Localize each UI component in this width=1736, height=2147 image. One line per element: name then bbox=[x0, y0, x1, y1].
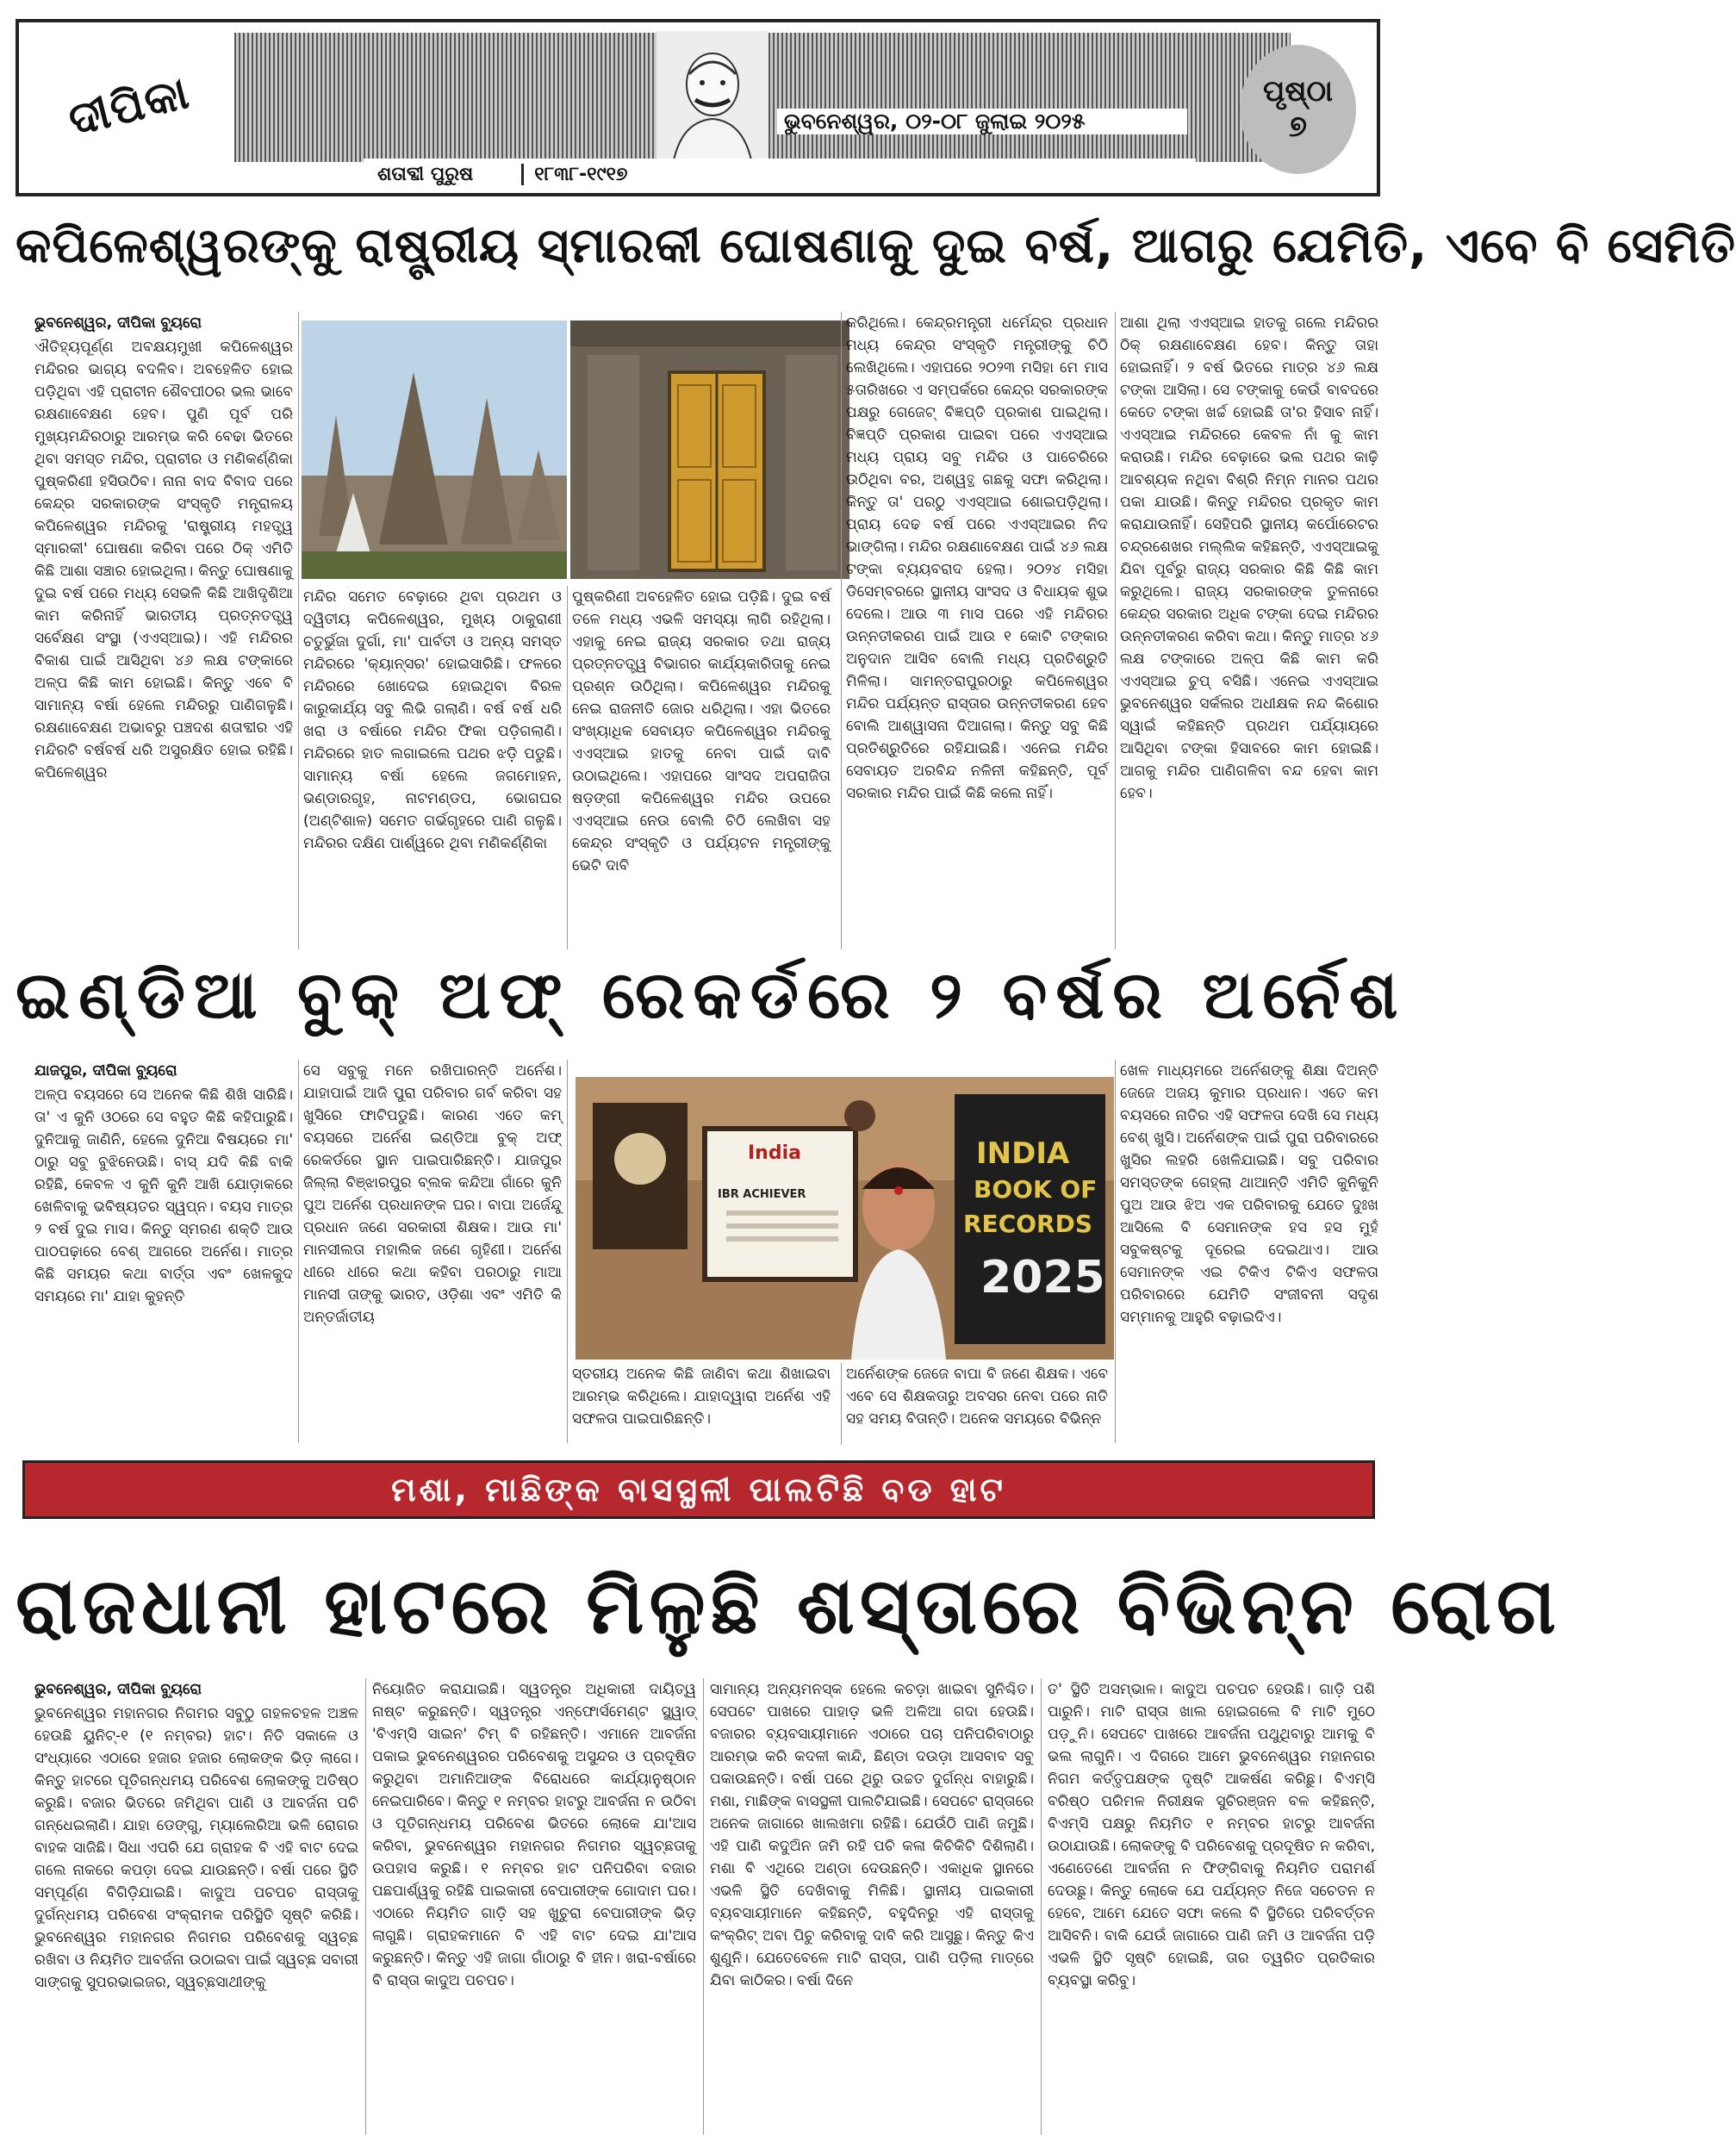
portrait-years: ୧୮୩୮-୧୯୧୭ bbox=[521, 164, 627, 185]
page-number: ୭ bbox=[1289, 109, 1307, 144]
column-divider bbox=[1041, 1678, 1042, 2135]
article3-text-2: ନିୟୋଜିତ କରାଯାଇଛି। ସ୍ୱତନ୍ତ୍ର ଅଧିକାରୀ ଦାୟିତ୍ୱ ନାଷ୍ଟ କରୁଛନ୍ତି। ସ୍ୱତନ୍ତ୍ର ଏନ୍ଫୋର୍ସମେଣ୍ଟ ସ୍କ୍ୱାଡ୍ 'ବିଏମ୍ସି ସାଇନ' ଟିମ୍ ବି ରହିଛନ୍ତି। ଏମାନେ ଆବର୍ଜନା ପକାଇ ଭୁବନେଶ୍ୱରର ପରିବେଶକୁ ଅସୁନ୍ଦର ଓ ପ୍ରଦୂଷିତ କରୁଥିବା ଅମାନିଆଙ୍କ ବିରୋଧରେ କାର୍ଯ୍ୟାନୁଷ୍ଠାନ ନେଇପାରିବେ। କିନ୍ତୁ ୧ ନମ୍ବର ହାଟରୁ ଆବର୍ଜନା ନ ଉଠିବା ଓ ପୂତିଗନ୍ଧମୟ ପରିବେଶ ଭିତରେ ଲୋକେ ଯା'ଆସ କରିବା, ଭୁବନେଶ୍ୱର ମହାନଗର ନିଗମର ସ୍ୱଚ୍ଛତାକୁ ଉପହାସ କରୁଛି। ୧ ନମ୍ବର ହାଟ ପନିପରିବା ବଜାର ପଛପାର୍ଶ୍ୱକୁ ରହିଛି ପାଇକାରୀ ବେପାରୀଙ୍କ ଗୋଦାମ ଘର। ଏଠାରେ ନିୟମିତ ଗାଡ଼ି ସହ ଖୁଚୁରା ବେପାରୀଙ୍କ ଭିଡ଼ ଲାଗୁଛି। ଗ୍ରାହକମାନେ ବି ଏହି ବାଟ ଦେଇ ଯା'ଆସ କରୁଛନ୍ତି। କିନ୍ତୁ ଏହି ଜାଗା ଗାଁଠାରୁ ବି ହୀନ। ଖରା-ବର୍ଷାରେ ବି ରାସ୍ତା କାଦୁଅ ପଚପଚ। bbox=[372, 1681, 696, 1989]
temple-door-illustration bbox=[570, 320, 849, 579]
article3-column-1 bbox=[34, 1678, 358, 2135]
article2-text-3: ସ୍ତରୀୟ ଅନେକ କିଛି ଜାଣିବା କଥା ଶିଖାଇବା ଆରମ୍ଭ କରିଥିଲେ। ଯାହାଦ୍ୱାରା ଅର୍ନେଶ ଏହି ସଫଳତା ପାଇପାରିଛନ୍ତି। bbox=[572, 1366, 831, 1428]
article1-text-5: ଆଶା ଥିଲା ଏଏସ୍ଆଇ ହାତକୁ ଗଲେ ମନ୍ଦିରର ଠିକ୍ ରକ୍ଷଣାବେକ୍ଷଣ ହେବ। କିନ୍ତୁ ତାହା ହୋଇନାହିଁ। ୨ ବର୍ଷ ଭିତରେ ମାତ୍ର ୪୬ ଲକ୍ଷ ଟଙ୍କା ଆସିଲା। ସେ ଟଙ୍କାକୁ କେଉଁ ବାବଦରେ କେତେ ଟଙ୍କା ଖର୍ଚ୍ଚ ହୋଇଛି ତା'ର ହିସାବ ନାହିଁ। ଏଏସ୍ଆଇ ମନ୍ଦିରରେ କେବଳ ନାଁ କୁ କାମ କରାଉଛି। ମନ୍ଦିର ବେଢ଼ାରେ ଭଲ ପଥର କାଢ଼ି ଆବଶ୍ୟକ ନଥିବା ବିଶ୍ରି ନିମ୍ନ ମାନର ପଥର ପକା ଯାଉଛି। କିନ୍ତୁ ମନ୍ଦିରର ପ୍ରକୃତ କାମ କରାଯାଉନାହିଁ। ସେହିପରି ସ୍ଥାନୀୟ କର୍ପୋରେଟର ଚନ୍ଦ୍ରଶେଖର ମଲ୍ଲିକ କହିଛନ୍ତି, ଏଏସ୍ଆଇକୁ ଯିବା ପୂର୍ବରୁ ରାଜ୍ୟ ସରକାର କିଛି କିଛି କାମ କରୁଥିଲେ। ରାଜ୍ୟ ସରକାରଙ୍କ ତୁଳନାରେ କେନ୍ଦ୍ର ସରକାର ଅଧିକ ଟଙ୍କା ଦେଇ ମନ୍ଦିରର ଉନ୍ନତୀକରଣ କରିବା କଥା। କିନ୍ତୁ ମାତ୍ର ୪୬ ଲକ୍ଷ ଟଙ୍କାରେ ଅଳ୍ପ କିଛି କାମ କରି ଏଏସ୍ଆଇ ଚୁପ୍ ବସିଛି। ଏନେଇ ଏଏସ୍ଆଇ ଭୁବନେଶ୍ୱର ସର୍କଲର ଅଧୀକ୍ଷକ ନନ୍ଦ କିଶୋର ସ୍ୱାଇଁ କହିଛନ୍ତି ପ୍ରଥମ ପର୍ଯ୍ୟାୟରେ ଆସିଥିବା ଟଙ୍କା ହିସାବରେ କାମ ହୋଇଛି। ଆଗକୁ ମନ୍ଦିର ପାଣିଗଳିବା ବନ୍ଦ ହେବା କାମ ହେବ। bbox=[1120, 314, 1378, 802]
article2-text-5: ଖେଳ ମାଧ୍ୟମରେ ଅର୍ନେଶଙ୍କୁ ଶିକ୍ଷା ଦିଅନ୍ତି ଜେଜେ ଅଜୟ କୁମାର ପ୍ରଧାନ। ଏତେ କମ ବୟସରେ ନାତିର ଏହି ସଫଳତା ଦେଖି ସେ ମଧ୍ୟ ବେଶ୍ ଖୁସି। ଅର୍ନେଶଙ୍କ ପାଇଁ ପୁରା ପରିବାରରେ ଖୁସିର ଲହରି ଖେଳିଯାଇଛି। ସବୁ ପରିବାର ସମସ୍ତଙ୍କ ଗେହ୍ଲା ଥାଆନ୍ତି ଏମିତି କୁନିକୁନି ପୁଅ ଆଉ ଝିଅ ଏକ ପରିବାରକୁ ଯେତେ ଦୁଃଖ ଆସିଲେ ବି ସେମାନଙ୍କ ହସ ହସ ମୁହଁ ସବୁକଷ୍ଟକୁ ଦୂରେଇ ଦେଇଥାଏ। ଆଉ ସେମାନଙ୍କ ଏଇ ଟିକିଏ ଟିକିଏ ସଫଳତା ପରିବାରରେ ଯେମିତି ସଂଜୀବନୀ ସଦୃଶ ସମ୍ମାନକୁ ଆହୁରି ବଢ଼ାଇଦିଏ। bbox=[1120, 1062, 1378, 1326]
column-divider bbox=[841, 312, 842, 949]
article1-text-3: ପୁଷ୍କରିଣୀ ଅବହେଳିତ ହୋଇ ପଡ଼ିଛି। ଦୁଇ ବର୍ଷ ତଳେ ମଧ୍ୟ ଏଭଳି ସମସ୍ୟା ଲାଗି ରହିଥିଲା। ଏହାକୁ ନେଇ ରାଜ୍ୟ ସରକାର ତଥା ରାଜ୍ୟ ପ୍ରତ୍ନତତ୍ତ୍ୱ ବିଭାଗର କାର୍ଯ୍ୟକାରିତାକୁ ନେଇ ପ୍ରଶ୍ନ ଉଠିଥିଲା। କପିଳେଶ୍ୱର ମନ୍ଦିରକୁ ନେଇ ରାଜନୀତି ଜୋର ଧରିଥିଲା। ଏହା ଭିତରେ ସଂଖ୍ୟାଧିକ ସେବାୟତ କପିଳେଶ୍ୱର ମନ୍ଦିରକୁ ଏଏସ୍ଆଇ ହାତକୁ ନେବା ପାଇଁ ଦାବି ଉଠାଇଥିଲେ। ଏହାପରେ ସାଂସଦ ଅପରାଜିତା ଷଡ଼ଙ୍ଗୀ କପିଳେଶ୍ୱର ମନ୍ଦିର ଉପରେ ଏଏସ୍ଆଇ ନେଉ ବୋଲି ଚିଠି ଲେଖିବା ସହ କେନ୍ଦ୍ର ସଂସ୍କୃତି ଓ ପର୍ଯ୍ୟଟନ ମନ୍ତ୍ରୀଙ୍କୁ ଭେଟି ଦାବି bbox=[572, 588, 831, 874]
article2-column-3 bbox=[572, 1363, 831, 1445]
founder-portrait bbox=[656, 31, 768, 160]
article3-column-3 bbox=[710, 1678, 1034, 2135]
book-line-1: INDIA bbox=[976, 1136, 1070, 1171]
article1-column-3 bbox=[572, 586, 831, 949]
article1-text-1: ଐତିହ୍ୟପୂର୍ଣ୍ଣ ଅବକ୍ଷୟମୁଖୀ କପିଳେଶ୍ୱର ମନ୍ଦିରର ଭାଗ୍ୟ ବଦଳିବ। ଅବହେଳିତ ହୋଇ ପଡ଼ିଥିବା ଏହି ପ୍ରାଚୀନ ଶୈବପୀଠର ଭଲ ଭାବେ ରକ୍ଷଣାବେକ୍ଷଣ ହେବ। ପୁଣି ପୂର୍ବ ପରି ମୁଖ୍ୟମନ୍ଦିରଠାରୁ ଆରମ୍ଭ କରି ବେଢା ଭିତରେ ଥିବା ସମସ୍ତ ମନ୍ଦିର, ପ୍ରାଚୀର ଓ ମଣିକର୍ଣ୍ଣିକା ପୁଷ୍କରିଣୀ ହସିଉଠିବ। ନାନା ବାଦ ବିବାଦ ପରେ କେନ୍ଦ୍ର ସରକାରଙ୍କ ସଂସ୍କୃତି ମନ୍ତ୍ରାଳୟ କପିଳେଶ୍ୱର ମନ୍ଦିରକୁ 'ରାଷ୍ଟ୍ରୀୟ ମହତ୍ତ୍ୱ ସ୍ମାରକୀ' ଘୋଷଣା କରିବା ପରେ ଠିକ୍ ଏମିତି କିଛି ଆଶା ସଞ୍ଚାର ହୋଇଥିଲା। କିନ୍ତୁ ଘୋଷଣାକୁ ଦୁଇ ବର୍ଷ ପରେ ମଧ୍ୟ ସେଭଳି କିଛି ଆଖିଦୃଶିଆ କାମ କରିନାହିଁ ଭାରତୀୟ ପ୍ରତ୍ନତତ୍ତ୍ୱ ସର୍ବେକ୍ଷଣ ସଂସ୍ଥା (ଏଏସ୍ଆଇ)। ଏହି ମନ୍ଦିରର ବିକାଶ ପାଇଁ ଆସିଥିବା ୪୬ ଲକ୍ଷ ଟଙ୍କାରେ ଅଳ୍ପ କିଛି କାମ ହୋଇଛି। କିନ୍ତୁ ଏବେ ବି ସାମାନ୍ୟ ବର୍ଷା ହେଲେ ମନ୍ଦିରରୁ ପାଣିଗଳୁଛି। ରକ୍ଷଣାବେକ୍ଷଣ ଅଭାବରୁ ପଞ୍ଚଦଶ ଶତାବ୍ଦୀର ଏହି ମନ୍ଦିରଟି ବର୍ଷବର୍ଷ ଧରି ଅସୁରକ୍ଷିତ ହୋଇ ରହିଛି। କପିଳେଶ୍ୱର bbox=[34, 339, 293, 781]
book-line-3: RECORDS bbox=[963, 1210, 1093, 1238]
column-divider bbox=[841, 1363, 842, 1445]
newspaper-logo[interactable] bbox=[26, 29, 233, 184]
article1-temple-photo bbox=[302, 320, 567, 579]
article3-column-2 bbox=[372, 1678, 696, 2135]
column-divider bbox=[1115, 1060, 1116, 1443]
portrait-illustration bbox=[656, 31, 768, 160]
book-line-2: BOOK OF bbox=[974, 1175, 1098, 1204]
article2-column-5 bbox=[1120, 1060, 1378, 1443]
article2-column-2 bbox=[303, 1060, 562, 1443]
article2-headline[interactable]: ଇଣ୍ଡିଆ ବୁକ୍ ଅଫ୍ ରେକର୍ଡରେ ୨ ବର୍ଷର ଅର୍ନେଶ bbox=[16, 956, 1407, 1033]
cert-subtitle: IBR ACHIEVER bbox=[718, 1188, 806, 1201]
article2-column-1 bbox=[34, 1060, 293, 1443]
column-divider bbox=[1115, 312, 1116, 949]
page-label: ପୃଷ୍ଠା bbox=[1263, 74, 1333, 109]
portrait-caption: ଶତାବ୍ଦୀ ପୁରୁଷ bbox=[377, 163, 474, 185]
article2-column-4 bbox=[846, 1363, 1108, 1445]
column-divider bbox=[298, 1060, 299, 1443]
article1-column-2 bbox=[303, 586, 562, 949]
article2-record-photo bbox=[576, 1077, 1114, 1360]
article3-headline[interactable]: ରାଜଧାନୀ ହାଟରେ ମିଳୁଛି ଶସ୍ତାରେ ବିଭିନ୍ନ ରୋଗ bbox=[16, 1561, 1562, 1652]
article2-text-2: ସେ ସବୁକୁ ମନେ ରଖିପାରନ୍ତି ଅର୍ନେଶ। ଯାହାପାଇଁ ଆଜି ପୁରା ପରିବାର ଗର୍ବ କରିବା ସହ ଖୁସିରେ ଫାଟିପଡୁଛି। କାରଣ ଏତେ କମ୍ ବୟସରେ ଅର୍ନେଶ ଇଣ୍ଡିଆ ବୁକ୍ ଅଫ୍ ରେକର୍ଡରେ ସ୍ଥାନ ପାଇପାରିଛନ୍ତି। ଯାଜପୁର ଜିଲ୍ଲା ବିଞ୍ଝାରପୁର ବ୍ଲକ କନ୍ଦିଆ ଗାଁରେ କୁନି ପୁଅ ଅର୍ନେଶ ପ୍ରଧାନଙ୍କ ଘର। ବାପା ଅର୍ଜେନ୍ଦୁ ପ୍ରଧାନ ଜଣେ ସରକାରୀ ଶିକ୍ଷକ। ଆଉ ମା' ମାନସୀଲତା ମହାଲିକ ଜଣେ ଗୃହିଣୀ। ଅର୍ନେଶ ଧୀରେ ଧୀରେ କଥା କହିବା ପରଠାରୁ ମାଆ ମାନସୀ ତାଙ୍କୁ ଭାରତ, ଓଡ଼ିଶା ଏବଂ ଏମିତି କି ଅନ୍ତର୍ଜାତୀୟ bbox=[303, 1062, 562, 1326]
article1-door-photo bbox=[570, 320, 849, 579]
article2-byline: ଯାଜପୁର, ଦୀପିକା ବ୍ୟୁରୋ bbox=[34, 1062, 177, 1080]
record-holder-illustration bbox=[576, 1077, 1114, 1360]
masthead-caption-bar bbox=[364, 159, 1196, 190]
article2-text-1: ଅଳ୍ପ ବୟସରେ ସେ ଅନେକ କିଛି ଶିଖି ସାରିଛି। ତା' ଏ କୁନି ଓଠରେ ସେ ବହୁତ କିଛି କହିପାରୁଛି। ଦୁନିଆକୁ ଜାଣିନି, ହେଲେ ଦୁନିଆ ବିଷୟରେ ମା' ଠାରୁ ସବୁ ବୁଝିନେଉଛି। ବାସ୍ ଯଦି କିଛି ବାକି ରହିଛି, କେବଳ ଏ କୁନି କୁନି ଆଖି ଯୋଡ଼ାକରେ ଖେଳିବାକୁ ଭବିଷ୍ୟତର ସ୍ୱପ୍ନ। ବୟସ ମାତ୍ର ୨ ବର୍ଷ ଦୁଇ ମାସ। କିନ୍ତୁ ସ୍ମରଣ ଶକ୍ତି ଆଉ ପାଠପଢ଼ାରେ ବେଶ୍ ଆଗରେ ଅର୍ନେଶ। ମାତ୍ର କିଛି ସମୟର କଥା ବାର୍ତ୍ତା ଏବଂ ଖେଳକୁଦ ସମୟରେ ମା' ଯାହା କୁହନ୍ତି bbox=[34, 1086, 293, 1305]
cert-title: India bbox=[748, 1142, 801, 1164]
article3-text-1: ଭୁବନେଶ୍ୱର ମହାନଗର ନିଗମର ସବୁଠୁ ଗହଳଚହଳ ଅଞ୍ଚଳ ହେଉଛି ୟୁନିଟ୍-୧ (୧ ନମ୍ବର) ହାଟ। ନିତି ସକାଳେ ଓ ସଂଧ୍ୟାରେ ଏଠାରେ ହଜାର ହଜାର ଲୋକଙ୍କ ଭିଡ଼ ଲାଗେ। କିନ୍ତୁ ହାଟରେ ପୂତିଗନ୍ଧମୟ ପରିବେଶ ଲୋକଙ୍କୁ ଅତିଷ୍ଠ କରୁଛି। ବଜାର ଭିତରେ ଜମିଥିବା ପାଣି ଓ ଆବର୍ଜନା ପଚି ଗନ୍ଧେଇଲାଣି। ଯାହା ଡେଙ୍ଗୁ, ମ୍ୟାଲେରିଆ ଭଳି ରୋଗର ବାହକ ସାଜିଛି। ସିଧା ଏପରି ଯେ ଗ୍ରାହକ ବି ଏହି ବାଟ ଦେଇ ଗଲେ ନାକରେ କପଡ଼ା ଦେଇ ଯାଉଛନ୍ତି। ବର୍ଷା ପରେ ସ୍ଥିତି ସମ୍ପୂର୍ଣ୍ଣ ବିଗିଡ଼ିଯାଇଛି। କାଦୁଅ ପଚପଚ ରାସ୍ତାକୁ ଦୁର୍ଗନ୍ଧମୟ ପରିବେଶ ସଂକ୍ରାମକ ପରିସ୍ଥିତି ସୃଷ୍ଟି କରିଛି। ଭୁବନେଶ୍ୱର ମହାନଗର ନିଗମର ପରିବେଶକୁ ସ୍ୱଚ୍ଛ ରଖିବା ଓ ନିୟମିତ ଆବର୍ଜନା ଉଠାଇବା ପାଇଁ ସ୍ୱଚ୍ଛ ସବାରୀ ସାଙ୍ଗକୁ ସୁପରଭାଇଜର, ସ୍ୱଚ୍ଛସାଥୀଙ୍କୁ bbox=[34, 1705, 358, 1991]
masthead bbox=[16, 19, 1380, 196]
article1-column-4 bbox=[846, 312, 1108, 949]
column-divider bbox=[703, 1678, 704, 2135]
logo-text: ଦୀପିକା bbox=[63, 65, 196, 147]
article3-kicker: ମଶା, ମାଛିଙ୍କ ବାସସ୍ଥଳୀ ପାଲଟିଛି ବଡ ହାଟ bbox=[391, 1470, 1006, 1509]
article1-headline[interactable]: କପିଳେଶ୍ୱରଙ୍କୁ ରାଷ୍ଟ୍ରୀୟ ସ୍ମାରକୀ ଘୋଷଣାକୁ ଦୁଇ ବର୍ଷ, ଆଗରୁ ଯେମିତି, ଏବେ ବି ସେମିତି bbox=[16, 218, 1736, 274]
column-divider bbox=[298, 312, 299, 949]
column-divider bbox=[567, 1060, 568, 1443]
article2-text-4: ଅର୍ନେଶଙ୍କ ଜେଜେ ବାପା ବି ଜଣେ ଶିକ୍ଷକ। ଏବେ ଏବେ ସେ ଶିକ୍ଷକତାରୁ ଅବସର ନେବା ପରେ ନାତି ସହ ସମୟ ବିତାନ୍ତି। ଅନେକ ସମୟରେ ବିଭିନ୍ନ bbox=[846, 1366, 1108, 1428]
article3-column-4 bbox=[1048, 1678, 1375, 2135]
book-year: 2025 bbox=[980, 1252, 1105, 1304]
column-divider bbox=[365, 1678, 366, 2135]
article3-text-3: ସାମାନ୍ୟ ଅନ୍ୟମନସ୍କ ହେଲେ କଚଡ଼ା ଖାଇବା ସୁନିଶ୍ଚିତ। ସେପଟେ ପାଖରେ ପାହାଡ଼ ଭଳି ଅଳିଆ ଗଦା ହେଉଛି। ବଜାରର ବ୍ୟବସାୟୀମାନେ ଏଠାରେ ପଚା ପନିପରିବାଠାରୁ ଆରମ୍ଭ କରି କଦଳୀ କାନ୍ଦି, ଛିଣ୍ଡା ଦଉଡ଼ା ଆସବାବ ସବୁ ପକାଉଛନ୍ତି। ବର୍ଷା ପରେ ଥିରୁ ଉଚ୍ଚତ ଦୁର୍ଗନ୍ଧ ବାହାରୁଛି। ମଶା, ମାଛିଙ୍କ ବାସସ୍ଥଳୀ ପାଲଟିଯାଇଛି। ସେପଟେ ରାସ୍ତାରେ ଅନେକ ଜାଗାରେ ଖାଲଖମା ରହିଛି। ଯେଉଁଠି ପାଣି ଜମୁଛି। ଏହି ପାଣି କଦୁଅିନ ଜମି ରହି ପଚି କଳା କିଚିକିଟି ଦିଶିଲାଣି। ମଶା ବି ଏଥିରେ ଅଣ୍ଡା ଦେଉଛନ୍ତି। ଏକାଧିକ ସ୍ଥାନରେ ଏଭଳି ସ୍ଥିତି ଦେଖିବାକୁ ମିଳିଛି। ସ୍ଥାନୀୟ ପାଇକାରୀ ବ୍ୟବସାୟୀମାନେ କହିଛନ୍ତି, ବହୁଦିନରୁ ଏହି ରାସ୍ତାକୁ କଂକ୍ରିଟ୍ ଅବା ପିଚୁ କରିବାକୁ ଦାବି କରି ଆସୁଛୁ। କିନ୍ତୁ କିଏ ଶୁଣୁନି। ଯେତେବେଳେ ମାଟି ରାସ୍ତା, ପାଣି ପଡ଼ିଲା ମାତ୍ରେ ଯିବା କାଠିକର। ବର୍ଷା ଦିନେ bbox=[710, 1681, 1034, 1989]
temple-spires-illustration bbox=[302, 320, 567, 579]
article1-text-4: କରିଥିଲେ। କେନ୍ଦ୍ରମନ୍ତ୍ରୀ ଧର୍ମେନ୍ଦ୍ର ପ୍ରଧାନ ମଧ୍ୟ କେନ୍ଦ୍ର ସଂସ୍କୃତି ମନ୍ତ୍ରୀଙ୍କୁ ଚିଠି ଲେଖିଥିଲେ। ଏହାପରେ ୨୦୨୩ ମସିହା ମେ ମାସ ୫ତାରିଖରେ ଏ ସମ୍ପର୍କରେ କେନ୍ଦ୍ର ସରକାରଙ୍କ ପକ୍ଷରୁ ଗେଜେଟ୍ ବିଜ୍ଞପ୍ତି ପ୍ରକାଶ ପାଇଥିଲା। ବିଜ୍ଞପ୍ତି ପ୍ରକାଶ ପାଇବା ପରେ ଏଏସ୍ଆଇ ମଧ୍ୟ ପ୍ରାୟ ସବୁ ମନ୍ଦିର ଓ ପାଚେରିରେ ଉଠିଥିବା ବର, ଅଶ୍ୱତ୍ଥ ଗଛକୁ ସଫା କରିଥିଲା। କିନ୍ତୁ ତା' ପରଠୁ ଏଏସ୍ଆଇ ଶୋଇପଡ଼ିଥିଲା। ପ୍ରାୟ ଦେଢ ବର୍ଷ ପରେ ଏଏସ୍ଆଇର ନିଦ ଭାଙ୍ଗିଲା। ମନ୍ଦିର ରକ୍ଷଣାବେକ୍ଷଣ ପାଇଁ ୪୬ ଲକ୍ଷ ଟଙ୍କା ବ୍ୟୟବରାଦ ହେଲା। ୨୦୨୪ ମସିହା ଡିସେମ୍ବରରେ ସ୍ଥାନୀୟ ସାଂସଦ ଓ ବିଧାୟକ ଶୁଭ ଦେଲେ। ଆଉ ୩ ମାସ ପରେ ଏହି ମନ୍ଦିରର ଉନ୍ନତୀକରଣ ପାଇଁ ଆଉ ୧ କୋଟି ଟଙ୍କାର ଅନୁଦାନ ଆସିବ ବୋଲି ମଧ୍ୟ ପ୍ରତିଶ୍ରୁତି ମିଳିଲା। ସାମନ୍ତରାପୁରଠାରୁ କପିଳେଶ୍ୱର ମନ୍ଦିର ପର୍ଯ୍ୟନ୍ତ ରାସ୍ତାର ଉନ୍ନତୀକରଣ ହେବ ବୋଲି ଆଶ୍ୱାସନା ଦିଆଗଲା। କିନ୍ତୁ ସବୁ କିଛି ପ୍ରତିଶ୍ରୁତିରେ ରହିଯାଇଛି। ଏନେଇ ମନ୍ଦିର ସେବାୟତ ଅରବିନ୍ଦ ନଳିନୀ କହିଛନ୍ତି, ପୂର୍ବ ସରକାର ମନ୍ଦିର ପାଇଁ କିଛି କଲେ ନାହିଁ। bbox=[846, 314, 1108, 802]
article1-byline: ଭୁବନେଶ୍ୱର, ଦୀପିକା ବ୍ୟୁରୋ bbox=[34, 314, 202, 332]
article3-text-4: ତ' ସ୍ଥିତି ଅସମ୍ଭାଳ। କାଦୁଅ ପଚପଚ ହେଉଛି। ଗାଡ଼ି ପଶି ପାରୁନି। ମାଟି ରାସ୍ତା ଖାଲ ହୋଇଗଲେ ବି ମାଟି ମୁଠେ ପଡ଼ୁନି। ସେପଟେ ପାଖରେ ଆବର୍ଜନା ପଥୁଥିବାରୁ ଆମକୁ ବି ଭଲ ଲାଗୁନି। ଏ ଦିଗରେ ଆମେ ଭୁବନେଶ୍ୱର ମହାନଗର ନିଗମ କର୍ତ୍ତୃପକ୍ଷଙ୍କ ଦୃଷ୍ଟି ଆକର୍ଷଣ କରିଛୁ। ବିଏମ୍ସି ବରିଷ୍ଠ ପରିମଳ ନିରୀକ୍ଷକ ସୁଚିରଞ୍ଜନ ବଳ କହିଛନ୍ତି, ବିଏମ୍ସି ପକ୍ଷରୁ ନିୟମିତ ୧ ନମ୍ବର ହାଟରୁ ଆବର୍ଜନା ଉଠାଯାଉଛି। ଲୋକଙ୍କୁ ବି ପରିବେଶକୁ ପ୍ରଦୂଷିତ ନ କରିବା, ଏଣେତେଣେ ଆବର୍ଜନା ନ ଫିଙ୍ଗିବାକୁ ନିୟମିତ ପରାମର୍ଶ ଦେଉଛୁ। କିନ୍ତୁ ଲୋକେ ଯେ ପର୍ଯ୍ୟନ୍ତ ନିଜେ ସଚେତନ ନ ହେବେ, ଆମେ ଯେତେ ସଫା କଲେ ବି ସ୍ଥିତିରେ ପରିବର୍ତ୍ତନ ଆସିବନି। ବାକି ଯେଉଁ ଜାଗାରେ ପାଣି ଜମି ଓ ଆବର୍ଜନା ପଡ଼ି ଏଭଳି ସ୍ଥିତି ସୃଷ୍ଟି ହୋଇଛି, ତାର ତ୍ୱରିତ ପ୍ରତିକାର ବ୍ୟବସ୍ଥା କରିବୁ। bbox=[1048, 1681, 1375, 1989]
article1-text-2: ମନ୍ଦିର ସମେତ ବେଢ଼ାରେ ଥିବା ପ୍ରଥମ ଓ ଦ୍ୱିତୀୟ କପିଳେଶ୍ୱର, ମୁଖ୍ୟ ଠାକୁରାଣୀ ଚତୁର୍ଭୁଜା ଦୁର୍ଗା, ମା' ପାର୍ବତୀ ଓ ଅନ୍ୟ ସମସ୍ତ ମନ୍ଦିରରେ 'କ୍ୟାନ୍ସର' ହୋଇସାରିଛି। ଫଳରେ ମନ୍ଦିରରେ ଖୋଦେଇ ହୋଇଥିବା ବିରଳ କାରୁକାର୍ଯ୍ୟ ସବୁ ଲିଭି ଗଲାଣି। ବର୍ଷ ବର୍ଷ ଧରି ଖରା ଓ ବର୍ଷାରେ ମନ୍ଦିର ଫିକା ପଡ଼ିଗଲାଣି। ମନ୍ଦିରରେ ହାତ ଲଗାଇଲେ ପଥର ଝଡ଼ି ପଡୁଛି। ସାମାନ୍ୟ ବର୍ଷା ହେଲେ ଜଗମୋହନ, ଭଣ୍ଡାରଗୃହ, ନାଟମଣ୍ଡପ, ଭୋଗଘର (ଅଣ୍ଟିଶାଳ) ସମେତ ଗର୍ଭଗୃହରେ ପାଣି ଗଳୁଛି। ମନ୍ଦିରର ଦକ୍ଷିଣ ପାର୍ଶ୍ୱରେ ଥିବା ମଣିକର୍ଣ୍ଣିକା bbox=[303, 588, 562, 852]
article1-column-5 bbox=[1120, 312, 1378, 949]
dateline: ଭୁବନେଶ୍ୱର, ୦୨-୦୮ ଜୁଲାଇ ୨୦୨୫ bbox=[777, 109, 1187, 134]
article3-byline: ଭୁବନେଶ୍ୱର, ଦୀପିକା ବ୍ୟୁରୋ bbox=[34, 1681, 202, 1698]
article3-kicker-bar bbox=[22, 1460, 1375, 1519]
page-number-badge bbox=[1240, 45, 1356, 174]
article1-column-1 bbox=[34, 312, 293, 949]
column-divider bbox=[567, 586, 568, 949]
